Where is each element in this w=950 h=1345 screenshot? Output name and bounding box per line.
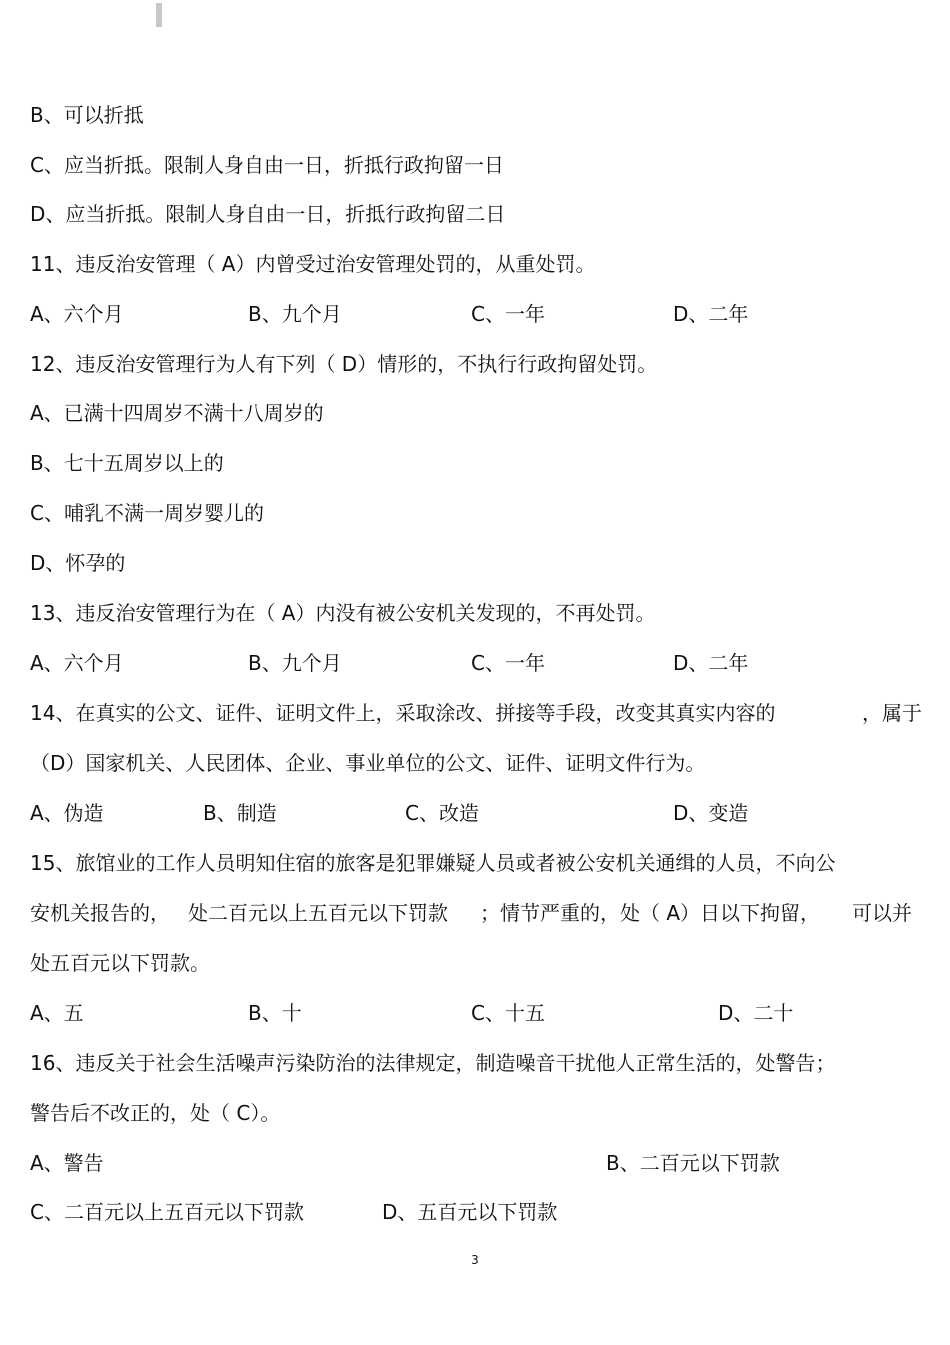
- option-d-line: D、应当折抵。限制人身自由一日，折抵行政拘留二日: [30, 202, 506, 226]
- q16-option-c: C、二百元以上五百元以下罚款: [30, 1200, 304, 1224]
- q12-option-b: B、七十五周岁以上的: [30, 451, 224, 475]
- question-14-line-1-end: ，属于: [862, 701, 922, 725]
- q15-option-c: C、十五: [471, 1001, 545, 1025]
- q14-option-b: B、制造: [203, 801, 277, 825]
- q11-option-a: A、六个月: [30, 302, 124, 326]
- q14-option-d: D、变造: [673, 801, 749, 825]
- question-15-line-3: 处五百元以下罚款。: [30, 951, 210, 975]
- option-c-line: C、应当折抵。限制人身自由一日，折抵行政拘留一日: [30, 153, 504, 177]
- q12-option-c: C、哺乳不满一周岁婴儿的: [30, 501, 264, 525]
- question-13: 13、违反治安管理行为在（ A）内没有被公安机关发现的，不再处罚。: [30, 601, 656, 625]
- question-16-line-2: 警告后不改正的，处（ C）。: [30, 1101, 281, 1125]
- question-15-line-1: 15、旅馆业的工作人员明知住宿的旅客是犯罪嫌疑人员或者被公安机关通缉的人员，不向公: [30, 851, 836, 875]
- question-15-line-2-part-4: 可以并: [852, 901, 912, 925]
- question-11: 11、违反治安管理（ A）内曾受过治安管理处罚的，从重处罚。: [30, 252, 596, 276]
- question-15-line-2-part-3: ；情节严重的，处（ A）日以下拘留，: [480, 901, 821, 925]
- q13-option-c: C、一年: [471, 651, 545, 675]
- q14-option-a: A、伪造: [30, 801, 104, 825]
- q11-option-c: C、一年: [471, 302, 545, 326]
- q15-option-d: D、二十: [718, 1001, 794, 1025]
- q13-option-a: A、六个月: [30, 651, 124, 675]
- question-15-line-2-part-1: 安机关报告的，: [30, 901, 170, 925]
- question-14-line-2: （D）国家机关、人民团体、企业、事业单位的公文、证件、证明文件行为。: [30, 751, 706, 775]
- q13-option-b: B、九个月: [248, 651, 342, 675]
- question-14-line-1: 14、在真实的公文、证件、证明文件上，采取涂改、拼接等手段，改变其真实内容的: [30, 701, 776, 725]
- question-12: 12、违反治安管理行为人有下列（ D）情形的，不执行行政拘留处罚。: [30, 352, 658, 376]
- q11-option-b: B、九个月: [248, 302, 342, 326]
- q16-option-b: B、二百元以下罚款: [606, 1151, 780, 1175]
- page-number: 3: [471, 1253, 479, 1267]
- scan-mark: [156, 3, 162, 27]
- q16-option-a: A、警告: [30, 1151, 104, 1175]
- q13-option-d: D、二年: [673, 651, 749, 675]
- q14-option-c: C、改造: [405, 801, 479, 825]
- q15-option-a: A、五: [30, 1001, 84, 1025]
- q11-option-d: D、二年: [673, 302, 749, 326]
- option-b-line: B、可以折抵: [30, 103, 144, 127]
- q12-option-a: A、已满十四周岁不满十八周岁的: [30, 401, 324, 425]
- q16-option-d: D、五百元以下罚款: [382, 1200, 558, 1224]
- question-15-line-2-part-2: 处二百元以上五百元以下罚款: [188, 901, 448, 925]
- question-16-line-1: 16、违反关于社会生活噪声污染防治的法律规定，制造噪音干扰他人正常生活的，处警告；: [30, 1051, 836, 1075]
- q15-option-b: B、十: [248, 1001, 302, 1025]
- q12-option-d: D、怀孕的: [30, 551, 126, 575]
